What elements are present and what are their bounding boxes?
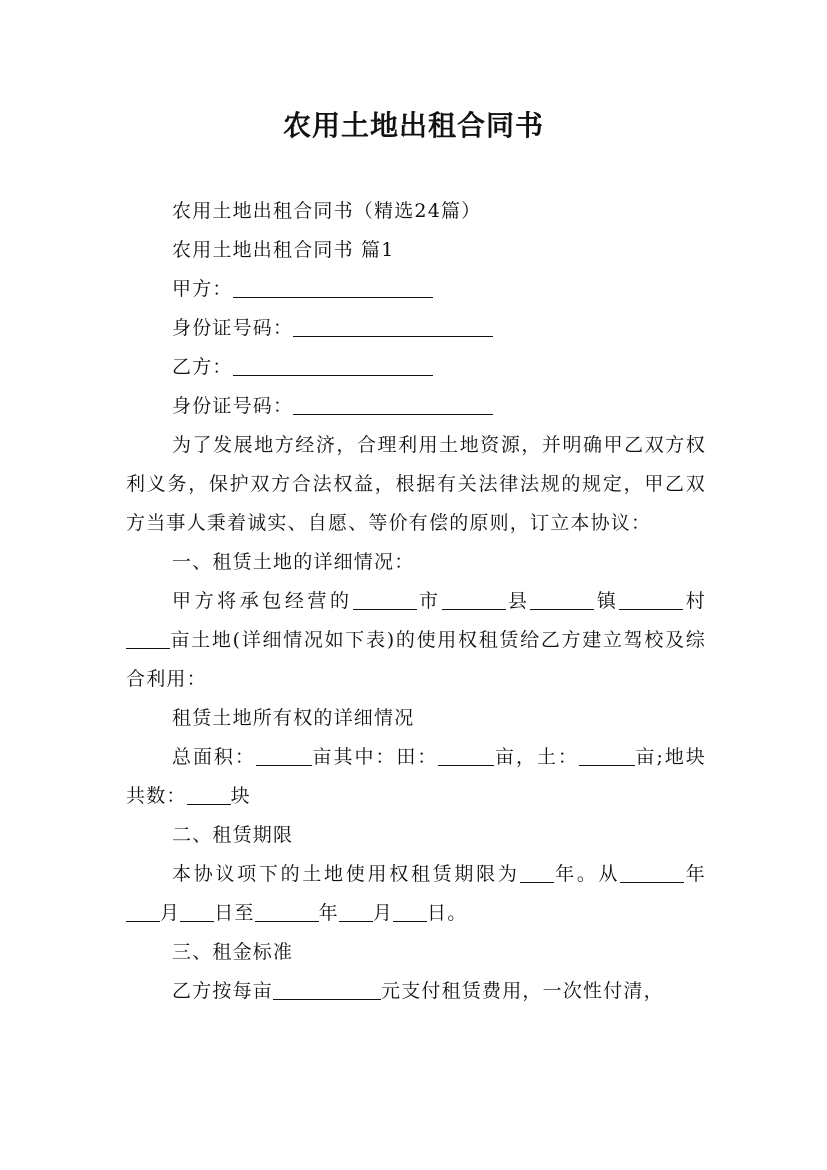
term-text: 年: [318, 902, 339, 924]
term-text: 月: [160, 902, 181, 924]
term-text: 年: [684, 863, 707, 885]
end-day-blank: [393, 901, 427, 922]
town-blank: [530, 589, 594, 610]
start-year-blank: [620, 862, 684, 883]
section-2-heading: 二、租赁期限: [172, 824, 294, 846]
rent-text: 元支付租赁费用，一次性付清，: [381, 980, 664, 1002]
area-text: 亩，土：: [494, 746, 579, 768]
mu-blank: [126, 628, 170, 649]
party-b-id-line: [126, 387, 706, 426]
party-a-id-line: [126, 309, 706, 348]
term-text: 年。从: [553, 863, 621, 885]
paragraph-preamble: 为了发展地方经济，合理利用土地资源，并明确甲乙双方权利义务，保护双方合法权益，根据有关法律法规的规定，甲乙双方当事人秉着诚实、自愿、等价有偿的原则，订立本协议：: [126, 434, 706, 534]
document-body: [126, 192, 706, 1011]
term-text: 日至: [214, 902, 255, 924]
rent-text: 乙方按每亩: [172, 980, 274, 1002]
land-text: 村: [683, 590, 707, 612]
city-blank: [353, 589, 417, 610]
start-month-blank: [126, 901, 160, 922]
party-b-id-label: 身份证号码：: [172, 395, 294, 417]
party-b-id-blank: [293, 394, 493, 415]
end-year-blank: [255, 901, 319, 922]
field-area-blank: [438, 745, 494, 766]
document-title: 农用土地出租合同书: [282, 109, 544, 142]
paragraph-subtitle: 农用土地出租合同书（精选24篇）: [172, 200, 482, 222]
term-text: 日。: [427, 902, 468, 924]
paragraph-article-heading: 农用土地出租合同书 篇1: [172, 239, 395, 261]
party-a-id-blank: [293, 316, 493, 337]
plot-count-blank: [187, 784, 231, 805]
lease-term-paragraph: [126, 855, 706, 933]
party-a-line: [126, 270, 706, 309]
land-text: 镇: [594, 590, 620, 612]
area-text: 块: [230, 785, 251, 807]
party-b-label: 乙方：: [172, 356, 233, 378]
land-location-paragraph: [126, 582, 706, 699]
county-blank: [442, 589, 506, 610]
area-paragraph: [126, 738, 706, 816]
land-text: 市: [416, 590, 442, 612]
start-day-blank: [180, 901, 214, 922]
soil-area-blank: [579, 745, 635, 766]
party-a-blank: [233, 277, 433, 298]
party-a-id-label: 身份证号码：: [172, 317, 294, 339]
total-area-blank: [256, 745, 312, 766]
land-text: 甲方将承包经营的: [172, 590, 353, 612]
end-month-blank: [339, 901, 373, 922]
term-text: 月: [372, 902, 394, 924]
party-b-blank: [233, 355, 433, 376]
rent-per-mu-blank: [273, 979, 381, 1000]
area-text: 亩其中：田：: [311, 746, 439, 768]
rent-paragraph: [126, 972, 706, 1011]
village-blank: [619, 589, 683, 610]
land-text: 亩土地(详细情况如下表)的使用权租赁给乙方建立驾校及综合利用：: [126, 629, 706, 690]
land-detail-heading: 租赁土地所有权的详细情况: [172, 707, 415, 729]
party-b-line: [126, 348, 706, 387]
area-text: 亩;地块共数：: [126, 746, 706, 807]
section-1-heading: 一、租赁土地的详细情况：: [172, 551, 415, 573]
party-a-label: 甲方：: [172, 278, 233, 300]
area-text: 总面积：: [172, 746, 256, 768]
land-text: 县: [505, 590, 531, 612]
term-years-blank: [520, 862, 554, 883]
term-text: 本协议项下的土地使用权租赁期限为: [172, 863, 520, 885]
section-3-heading: 三、租金标准: [172, 941, 294, 963]
